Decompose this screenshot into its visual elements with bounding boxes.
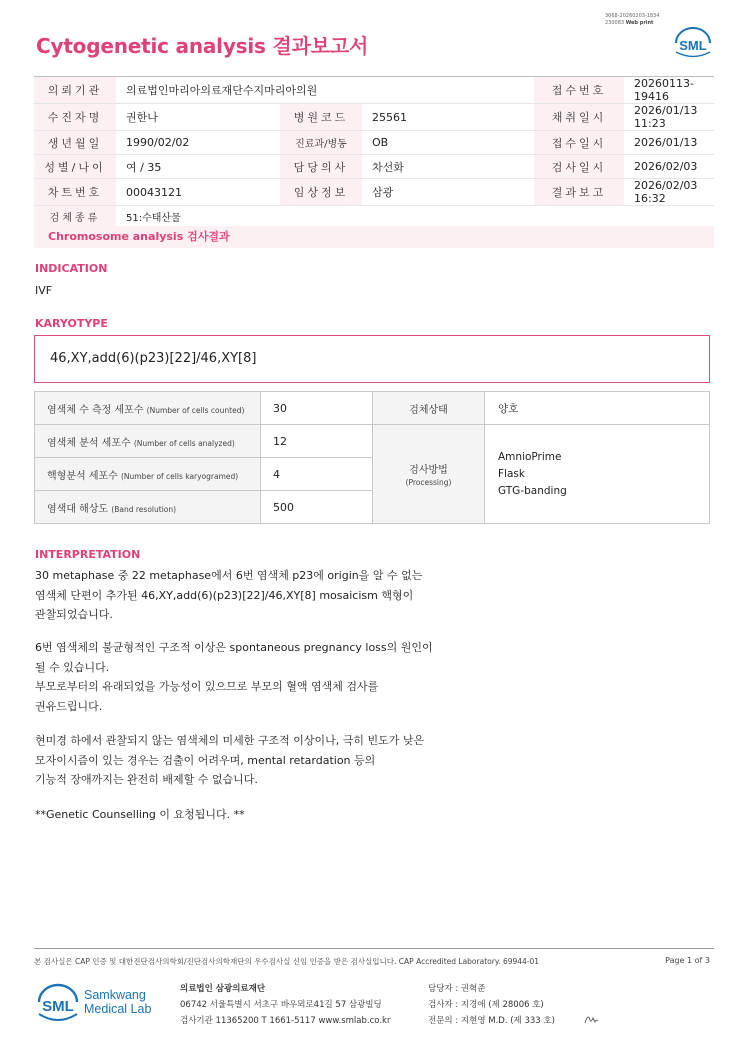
department-value: OB	[372, 136, 389, 149]
cells-counted-value: 30	[261, 392, 373, 425]
requesting-institution-label: 의뢰기관	[34, 77, 116, 104]
doc-code-line2: 230083	[605, 20, 625, 26]
karyotype-result: 46,XY,add(6)(p23)[22]/46,XY[8]	[34, 335, 710, 383]
interp-line: 관찰되었습니다.	[35, 608, 113, 621]
logo-name-line1: Samkwang	[84, 988, 146, 1002]
footer-divider	[34, 948, 714, 949]
info-row	[34, 77, 714, 104]
clinical-info-value: 삼광	[372, 186, 394, 199]
staff-row: 전문의 : 지현영 M.D. (제 333 호)	[428, 1016, 555, 1026]
staff-list	[428, 981, 555, 1029]
staff-row: 검사자 : 지경애 (제 28006 호)	[428, 1000, 544, 1010]
processing-label: 검사방법 (Processing)	[373, 425, 485, 524]
table-row	[35, 392, 710, 425]
chart-no-label: 차트번호	[34, 179, 116, 206]
logo-name-line2: Medical Lab	[84, 1002, 152, 1016]
certification-note: 본 검사실은 CAP 인증 및 대한진단검사의학회/진단검사의학재단의 우수검사실 신임 인증을 받은 검사실입니다. CAP Accredited Laboratory. 69944-01	[34, 957, 540, 966]
interpretation-paragraph-2	[35, 638, 455, 716]
interp-line: 현미경 하에서 관찰되지 않는 염색체의 미세한 구조적 이상이나, 극히 빈도가 낮은	[35, 734, 425, 747]
table-row	[35, 425, 710, 458]
report-date-value: 2026/02/03 16:32	[634, 179, 698, 205]
genetic-counselling-note: **Genetic Counselling 이 요청됩니다. **	[35, 808, 245, 821]
chart-no-value: 00043121	[126, 185, 182, 199]
interp-line: 부모로부터의 유래되었을 가능성이 있으므로 부모의 혈액 염색체 검사를	[35, 680, 379, 693]
page-number: Page 1 of 3	[665, 956, 710, 965]
band-resolution-label: 염색대 해상도 (Band resolution)	[35, 491, 261, 524]
receipt-no-label: 접수번호	[534, 77, 624, 104]
sml-logo-text: SML	[679, 38, 707, 53]
interp-line: 될 수 있습니다.	[35, 660, 110, 674]
cell-analysis-table	[34, 391, 710, 524]
processing-methods	[485, 425, 710, 524]
interp-line: 기능적 장애까지는 완전히 배제할 수 없습니다.	[35, 773, 258, 786]
interp-line: 30 metaphase 중 22 metaphase에서 6번 염색체 p23에 origin을 알 수 없는	[35, 569, 423, 582]
interpretation-paragraph-1	[35, 566, 455, 625]
section-title: Chromosome analysis 검사결과	[34, 226, 714, 248]
cells-karyogramed-value: 4	[261, 458, 373, 491]
specimen-type-value: 51:수태산물	[126, 213, 181, 224]
cells-analyzed-value: 12	[261, 425, 373, 458]
sex-age-label: 성별/나이	[34, 155, 116, 179]
sml-footer-logo-icon	[36, 980, 80, 1026]
patient-info-table	[34, 76, 714, 228]
signature-icon	[583, 1010, 599, 1026]
interpretation-heading: INTERPRETATION	[35, 548, 141, 561]
processing-method: Flask	[498, 467, 525, 480]
interp-line: 모자이시즘이 있는 경우는 검출이 어려우며, mental retardation 등의	[35, 753, 376, 767]
requesting-institution-value: 의료법인마리아의료재단수지마리아의원	[126, 84, 318, 97]
organization-info	[180, 981, 390, 1029]
web-print-label: Web print	[625, 20, 654, 26]
processing-method: GTG-banding	[498, 484, 567, 497]
org-address: 06742 서울특별시 서초구 바우뫼로41길 57 삼광빌딩	[180, 1000, 382, 1010]
org-contact: 검사기관 11365200 T 1661-5117 www.smlab.co.kr	[180, 1016, 391, 1026]
org-name: 의료법인 삼광의료재단	[180, 984, 266, 994]
band-resolution-value: 500	[261, 491, 373, 524]
doc-code-line1: 3068-20260203-1834	[605, 13, 660, 19]
cells-analyzed-label: 염색체 분석 세포수 (Number of cells analyzed)	[35, 425, 261, 458]
collection-date-value: 2026/01/13 11:23	[634, 104, 698, 130]
patient-name-label: 수진자명	[34, 104, 116, 131]
hospital-code-label: 병원코드	[280, 104, 362, 131]
receipt-date-label: 접수일시	[534, 131, 624, 155]
hospital-code-value: 25561	[372, 110, 407, 124]
specimen-status-value: 양호	[485, 392, 710, 425]
department-label: 진료과/병동	[280, 131, 362, 155]
info-row	[34, 206, 714, 228]
specimen-status-label: 검체상태	[373, 392, 485, 425]
info-row	[34, 179, 714, 206]
interp-line: 권유드립니다.	[35, 699, 103, 713]
sml-logo-icon	[672, 25, 714, 61]
cells-karyogramed-label: 핵형분석 세포수 (Number of cells karyogramed)	[35, 458, 261, 491]
sml-footer-logo-text: SML	[42, 998, 74, 1015]
lab-name-logo	[84, 988, 151, 1016]
patient-name-value: 권한나	[126, 111, 158, 124]
indication-value: IVF	[35, 284, 53, 297]
processing-method: AmnioPrime	[498, 450, 562, 463]
info-row	[34, 131, 714, 155]
interp-line: 염색체 단편이 추가된 46,XY,add(6)(p23)[22]/46,XY[8] mosaicism 핵형이	[35, 588, 414, 602]
interpretation-paragraph-3	[35, 731, 455, 790]
cells-counted-label: 염색체 수 측정 세포수 (Number of cells counted)	[35, 392, 261, 425]
specimen-type-label: 검체종류	[34, 206, 116, 228]
interp-line: 6번 염색체의 불균형적인 구조적 이상은 spontaneous pregnancy loss의 원인이	[35, 641, 433, 654]
receipt-date-value: 2026/01/13	[634, 136, 698, 149]
karyotype-heading: KARYOTYPE	[35, 317, 108, 330]
sex-age-value: 여 / 35	[126, 160, 162, 174]
physician-value: 차선화	[372, 160, 404, 174]
clinical-info-label: 임상정보	[280, 179, 362, 206]
staff-row: 담당자 : 권혁준	[428, 984, 486, 994]
report-date-label: 결과보고	[534, 179, 624, 206]
info-row	[34, 155, 714, 179]
test-date-value: 2026/02/03	[634, 160, 698, 173]
receipt-no-value: 20260113-19416	[634, 77, 694, 103]
test-date-label: 검사일시	[534, 155, 624, 179]
indication-heading: INDICATION	[35, 262, 108, 275]
document-code	[605, 13, 660, 27]
birth-date-value: 1990/02/02	[126, 136, 190, 149]
collection-date-label: 채취일시	[534, 104, 624, 131]
report-title: Cytogenetic analysis 결과보고서	[36, 34, 369, 58]
birth-date-label: 생년월일	[34, 131, 116, 155]
info-row	[34, 104, 714, 131]
physician-label: 담당의사	[280, 155, 362, 179]
